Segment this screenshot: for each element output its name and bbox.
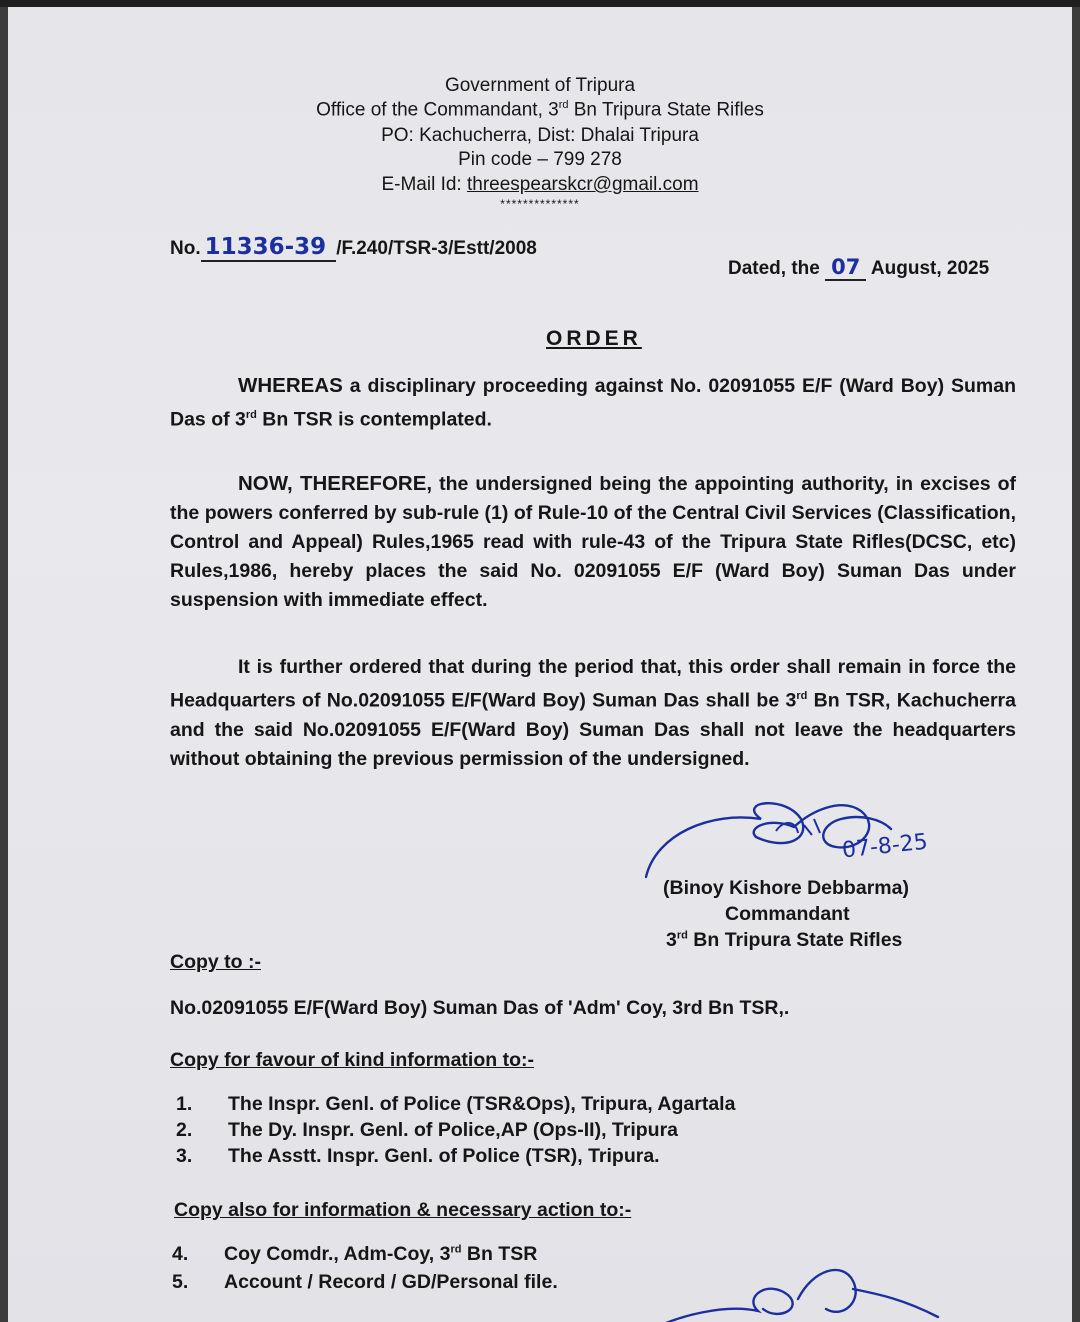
letterhead-stars: ************** [500,197,580,211]
letterhead-office: Office of the Commandant, 3rd Bn Tripura State Rifles [316,99,764,121]
copy-favour-label: Copy for favour of kind information to:- [170,1049,534,1071]
date-day-handwritten: 07 [825,255,866,281]
signature-date-handwritten: 07-8-25 [840,829,929,864]
copy-to-label: Copy to :- [170,951,261,973]
order-title: ORDER [546,327,642,350]
letterhead-government: Government of Tripura [444,75,636,96]
letterhead-pincode: Pin code – 799 278 [458,149,622,170]
list-item: 1. The Inspr. Genl. of Police (TSR&Ops), Tripura, Agartala [176,1093,736,1115]
signatory-name: (Binoy Kishore Debbarma) [663,877,909,899]
signatory-unit: 3rd Bn Tripura State Rifles [666,929,903,951]
email-address: threespearskcr@gmail.com [467,174,699,195]
paragraph-whereas: WHEREAS a disciplinary proceeding against No. 02091055 E/F (Ward Boy) Suman Das of 3rd Bn TSR is contemplated. [170,374,1016,431]
letterhead-email: E-Mail Id: threespearskcr@gmail.com [381,174,699,195]
paragraph-further-ordered: It is further ordered that during the period that, this order shall remain in force the Headquarters of No.02091055 E/F(Ward Boy) Suman Das shall be 3rd Bn TSR, Kachucherra and the said No.02091055 E/F(Ward Boy) Suman Das shall not leave the headquarters without obtaining the previous permission of the undersigned. [170,656,1016,770]
list-item: 4. Coy Comdr., Adm-Coy, 3rd Bn TSR [172,1243,538,1265]
copy-to-recipient: No.02091055 E/F(Ward Boy) Suman Das of 'Adm' Coy, 3rd Bn TSR,. [170,997,790,1019]
list-item: 3. The Asstt. Inspr. Genl. of Police (TSR), Tripura. [176,1145,660,1167]
signature-scribble-2 [638,1259,948,1322]
reference-date: Dated, the 07 August, 2025 [728,255,990,279]
signatory-designation: Commandant [725,903,850,925]
order-document [8,7,1072,1322]
window-top-edge [0,0,1080,7]
list-item: 5. Account / Record / GD/Personal file. [172,1271,558,1293]
paragraph-now-therefore: NOW, THEREFORE, the undersigned being the appointing authority, in excises of the powers conferred by sub-rule (1) of Rule-10 of the Central Civil Services (Classification, Control and Appeal) Rules,1965 read with rule-43 of the Tripura State Rifles(DCSC, etc) Rules,1986, hereby places the said No. 02091055 E/F (Ward Boy) Suman Das under suspension with immediate effect. [170,472,1016,611]
copy-also-label: Copy also for information & necessary action to:- [174,1199,632,1221]
letterhead-address: PO: Kachucherra, Dist: Dhalai Tripura [381,125,699,146]
list-item: 2. The Dy. Inspr. Genl. of Police,AP (Ops-II), Tripura [176,1119,679,1141]
reference-number: No. 11336-39 /F.240/TSR-3/Estt/2008 [170,234,537,260]
reference-number-handwritten: 11336-39 [201,234,337,262]
